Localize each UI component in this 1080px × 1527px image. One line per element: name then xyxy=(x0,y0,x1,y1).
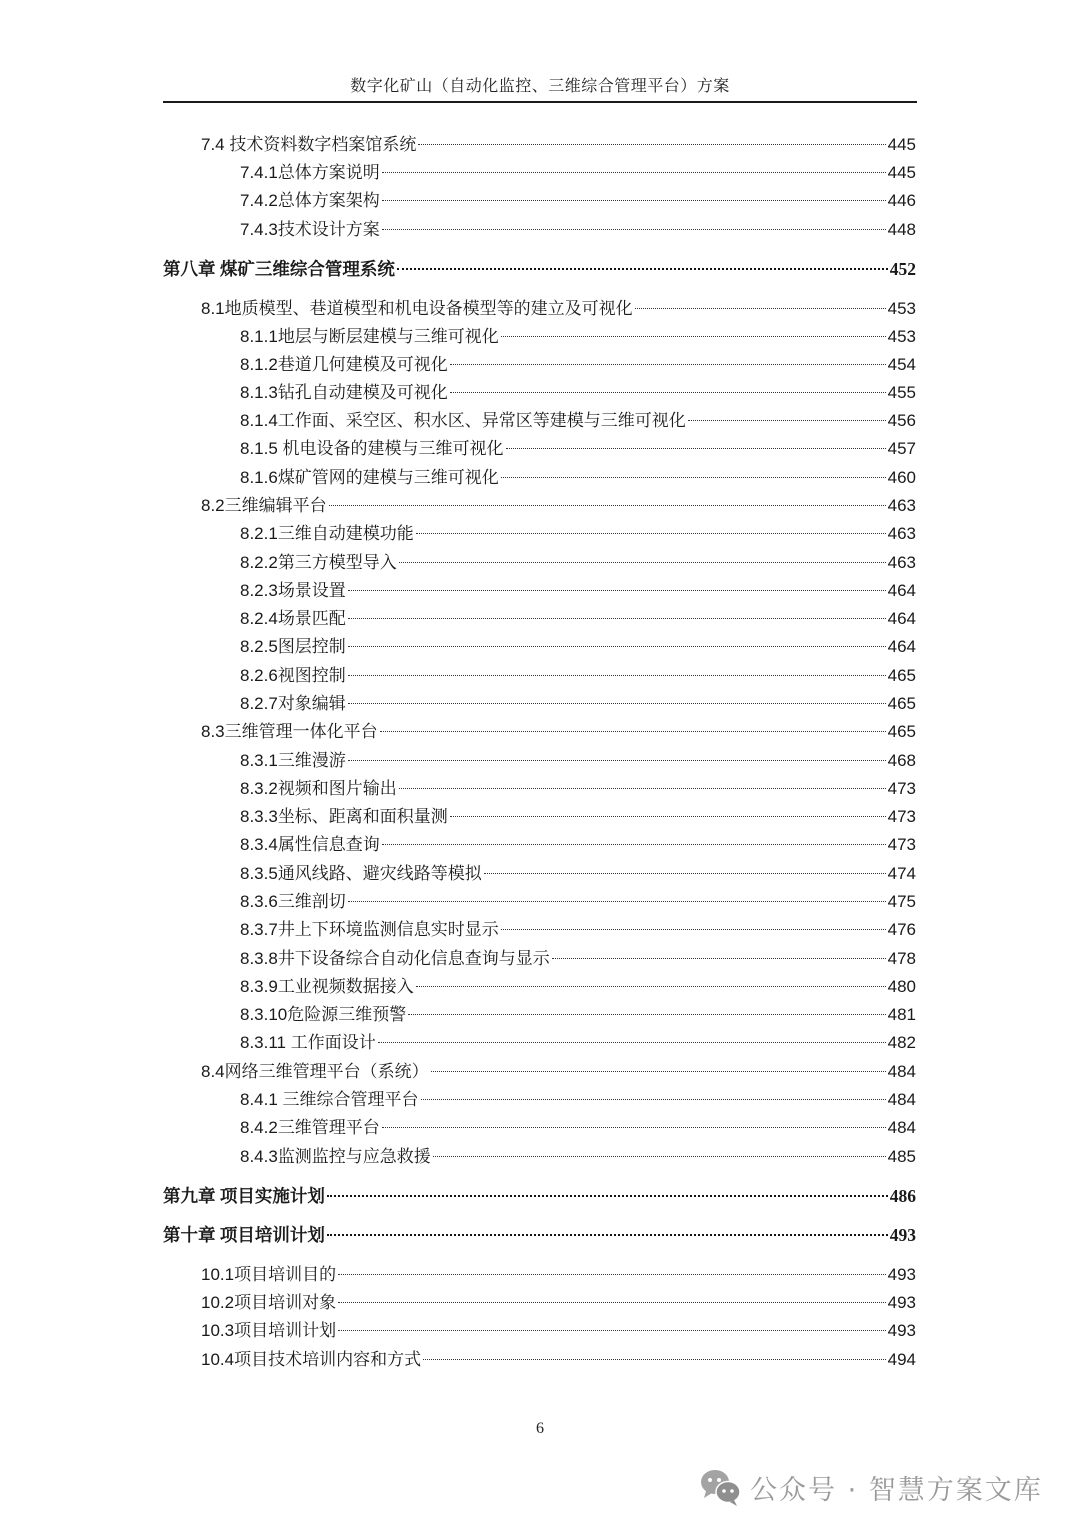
toc-entry-title: 三维管理一体化平台 xyxy=(224,722,378,741)
toc-entry-label xyxy=(240,217,380,243)
toc-entry-number: 8.3.3 xyxy=(240,807,278,826)
toc-entry-number: 10.1 xyxy=(201,1265,235,1284)
toc-entry-title: 项目培训对象 xyxy=(234,1293,337,1312)
toc-dot-leader xyxy=(329,505,886,506)
toc-entry-title: 工作面设计 xyxy=(286,1033,376,1052)
toc-dot-leader xyxy=(348,646,886,647)
toc-entry-number: 8.2.7 xyxy=(240,694,278,713)
toc-entry-title: 煤矿三维综合管理系统 xyxy=(219,259,395,279)
toc-dot-leader xyxy=(348,760,886,761)
toc-page-number: 456 xyxy=(887,411,916,430)
toc-entry-label xyxy=(240,1030,376,1056)
toc-page-number: 465 xyxy=(887,666,916,685)
toc-entry[interactable] xyxy=(240,974,916,1000)
toc-dot-leader xyxy=(635,308,886,309)
watermark xyxy=(700,1462,1043,1512)
toc-entry-title: 项目培训计划 xyxy=(234,1321,337,1340)
toc-entry[interactable] xyxy=(240,606,916,632)
toc-dot-leader xyxy=(506,448,886,449)
toc-entry-title: 图层控制 xyxy=(277,637,346,656)
toc-entry-title: 三维管理平台 xyxy=(277,1118,380,1137)
toc-chapter-entry[interactable] xyxy=(163,1183,916,1209)
toc-page-number: 464 xyxy=(887,609,916,628)
toc-entry-title: 项目技术培训内容和方式 xyxy=(234,1350,422,1369)
toc-dot-leader xyxy=(552,958,886,959)
toc-entry-label xyxy=(163,1183,325,1209)
toc-dot-leader xyxy=(450,816,886,817)
toc-entry[interactable] xyxy=(240,776,916,802)
toc-entry-label xyxy=(240,380,448,406)
toc-dot-leader xyxy=(688,420,886,421)
toc-dot-leader xyxy=(348,675,886,676)
toc-entry-number: 8.4.3 xyxy=(240,1147,278,1166)
toc-entry-number: 8.3.5 xyxy=(240,864,278,883)
toc-entry[interactable] xyxy=(240,832,916,858)
toc-entry-title: 属性信息查询 xyxy=(277,835,380,854)
toc-entry-number: 8.2 xyxy=(201,496,225,515)
toc-dot-leader xyxy=(382,229,886,230)
toc-dot-leader xyxy=(348,618,886,619)
toc-entry-title: 井下设备综合自动化信息查询与显示 xyxy=(277,949,550,968)
toc-entry-label xyxy=(240,634,346,660)
page-header-title: 数字化矿山（自动化监控、三维综合管理平台）方案 xyxy=(350,78,730,95)
toc-dot-leader xyxy=(378,1042,886,1043)
toc-entry[interactable] xyxy=(240,634,916,660)
toc-dot-leader xyxy=(423,1359,886,1360)
toc-entry-number: 8.3.6 xyxy=(240,892,278,911)
toc-entry-number: 7.4.1 xyxy=(240,163,278,182)
toc-page-number: 484 xyxy=(887,1062,916,1081)
toc-page-number: 474 xyxy=(887,864,916,883)
page-number: 6 xyxy=(536,1420,544,1437)
toc-entry-title: 巷道几何建模及可视化 xyxy=(277,355,448,374)
toc-entry-title: 三维编辑平台 xyxy=(224,496,327,515)
toc-page-number: 465 xyxy=(887,694,916,713)
toc-page-number: 464 xyxy=(887,637,916,656)
toc-entry-title: 视图控制 xyxy=(277,666,346,685)
toc-entry-title: 三维自动建模功能 xyxy=(277,524,414,543)
toc-page-number: 485 xyxy=(887,1147,916,1166)
toc-dot-leader xyxy=(501,929,886,930)
toc-dot-leader xyxy=(416,533,886,534)
toc-entry-number: 10.2 xyxy=(201,1293,235,1312)
toc-page-number: 480 xyxy=(887,977,916,996)
toc-entry[interactable] xyxy=(240,550,916,576)
toc-entry[interactable] xyxy=(201,1290,916,1316)
toc-page-number: 473 xyxy=(887,807,916,826)
watermark-text: 公众号 · 智慧方案文库 xyxy=(750,1474,1043,1506)
toc-page-number: 453 xyxy=(887,327,916,346)
toc-entry-label xyxy=(240,1087,419,1113)
toc-entry-label xyxy=(240,408,686,434)
toc-entry-label xyxy=(240,974,414,1000)
toc-entry-label xyxy=(240,1144,431,1170)
toc-page-number: 454 xyxy=(887,355,916,374)
toc-entry-number: 8.4.2 xyxy=(240,1118,278,1137)
toc-dot-leader xyxy=(501,477,886,478)
toc-entry-title: 项目培训计划 xyxy=(219,1225,325,1245)
toc-entry-label xyxy=(201,132,416,158)
toc-page-number: 460 xyxy=(887,468,916,487)
toc-entry-number: 8.4.1 xyxy=(240,1090,278,1109)
toc-entry[interactable] xyxy=(201,296,916,322)
toc-entry-title: 通风线路、避灾线路等模拟 xyxy=(277,864,482,883)
toc-entry-title: 地层与断层建模与三维可视化 xyxy=(277,327,499,346)
toc-entry-title: 三维剖切 xyxy=(277,892,346,911)
toc-dot-leader xyxy=(338,1274,886,1275)
toc-entry[interactable] xyxy=(240,436,916,462)
toc-entry-number: 第八章 xyxy=(163,259,216,279)
toc-entry-label xyxy=(240,691,346,717)
toc-entry-title: 网络三维管理平台（系统） xyxy=(224,1062,429,1081)
toc-page-number: 493 xyxy=(889,1225,916,1245)
toc-entry-label xyxy=(240,804,448,830)
toc-entry-label xyxy=(201,1347,421,1373)
toc-entry[interactable] xyxy=(240,1030,916,1056)
toc-entry-number: 8.2.5 xyxy=(240,637,278,656)
toc-entry-label xyxy=(240,1002,406,1028)
toc-entry[interactable] xyxy=(240,917,916,943)
toc-entry[interactable] xyxy=(240,1144,916,1170)
toc-page-number: 464 xyxy=(887,581,916,600)
toc-page-number: 493 xyxy=(887,1321,916,1340)
toc-entry-title: 工业视频数据接入 xyxy=(277,977,414,996)
toc-entry[interactable] xyxy=(201,1262,916,1288)
toc-entry[interactable] xyxy=(201,1318,916,1344)
toc-dot-leader xyxy=(399,562,886,563)
toc-page-number: 448 xyxy=(887,220,916,239)
toc-entry-number: 8.3.7 xyxy=(240,920,278,939)
toc-entry-number: 8.3.10 xyxy=(240,1005,288,1024)
toc-entry[interactable] xyxy=(240,352,916,378)
toc-entry-label xyxy=(240,550,397,576)
toc-entry-number: 8.2.1 xyxy=(240,524,278,543)
toc-page-number: 475 xyxy=(887,892,916,911)
toc-entry-number: 8.3.4 xyxy=(240,835,278,854)
toc-page-number: 463 xyxy=(887,553,916,572)
toc-entry-label xyxy=(163,1222,325,1248)
toc-entry-number: 8.2.6 xyxy=(240,666,278,685)
toc-chapter-entry[interactable] xyxy=(163,1222,916,1248)
toc-entry-label xyxy=(240,521,414,547)
toc-entry-title: 技术设计方案 xyxy=(277,220,380,239)
toc-entry-title: 坐标、距离和面积量测 xyxy=(277,807,448,826)
toc-entry-label xyxy=(240,776,397,802)
toc-entry-number: 10.3 xyxy=(201,1321,235,1340)
header-divider xyxy=(163,101,917,103)
toc-page-number: 473 xyxy=(887,835,916,854)
toc-dot-leader xyxy=(348,590,886,591)
toc-page-number: 486 xyxy=(889,1186,916,1206)
toc-dot-leader xyxy=(380,731,886,732)
toc-page-number: 446 xyxy=(887,191,916,210)
toc-entry[interactable] xyxy=(240,861,916,887)
toc-entry-number: 7.4.3 xyxy=(240,220,278,239)
toc-entry-number: 8.1 xyxy=(201,299,225,318)
toc-page-number: 468 xyxy=(887,751,916,770)
toc-entry[interactable] xyxy=(240,1087,916,1113)
toc-entry-label xyxy=(240,465,499,491)
toc-entry-label xyxy=(240,889,346,915)
toc-entry-number: 8.1.1 xyxy=(240,327,278,346)
toc-entry-label xyxy=(240,1115,380,1141)
toc-entry[interactable] xyxy=(240,521,916,547)
toc-entry-label xyxy=(240,663,346,689)
toc-entry-label xyxy=(201,719,378,745)
toc-page-number: 455 xyxy=(887,383,916,402)
toc-entry-title: 三维综合管理平台 xyxy=(277,1090,419,1109)
toc-dot-leader xyxy=(484,873,886,874)
toc-entry-number: 8.1.4 xyxy=(240,411,278,430)
toc-entry-title: 项目实施计划 xyxy=(219,1186,325,1206)
toc-dot-leader xyxy=(382,844,886,845)
toc-entry-number: 8.2.4 xyxy=(240,609,278,628)
toc-dot-leader xyxy=(382,172,886,173)
toc-entry-label xyxy=(201,1059,429,1085)
toc-dot-leader xyxy=(397,268,888,270)
toc-page-number: 493 xyxy=(887,1293,916,1312)
toc-page-number: 457 xyxy=(887,439,916,458)
toc-entry[interactable] xyxy=(240,663,916,689)
toc-entry[interactable] xyxy=(240,380,916,406)
toc-page-number: 445 xyxy=(887,135,916,154)
toc-page-number: 452 xyxy=(889,259,916,279)
toc-dot-leader xyxy=(431,1071,886,1072)
toc-entry-label xyxy=(240,352,448,378)
toc-dot-leader xyxy=(348,901,886,902)
toc-entry-title: 对象编辑 xyxy=(277,694,346,713)
toc-dot-leader xyxy=(399,788,886,789)
toc-entry[interactable] xyxy=(240,946,916,972)
toc-page-number: 494 xyxy=(887,1350,916,1369)
toc-entry[interactable] xyxy=(201,1059,916,1085)
toc-entry-number: 8.3 xyxy=(201,722,225,741)
toc-entry-number: 8.4 xyxy=(201,1062,225,1081)
toc-entry-label xyxy=(240,606,346,632)
toc-entry-title: 场景设置 xyxy=(277,581,346,600)
toc-entry-title: 危险源三维预警 xyxy=(287,1005,407,1024)
toc-page-number: 463 xyxy=(887,496,916,515)
toc-dot-leader xyxy=(327,1234,888,1236)
toc-page-number: 484 xyxy=(887,1090,916,1109)
toc-entry[interactable] xyxy=(201,719,916,745)
toc-entry-label xyxy=(201,1262,336,1288)
toc-entry[interactable] xyxy=(201,132,916,158)
toc-entry-title: 井上下环境监测信息实时显示 xyxy=(277,920,499,939)
toc-entry-label xyxy=(240,748,346,774)
toc-dot-leader xyxy=(327,1195,888,1197)
toc-dot-leader xyxy=(501,336,886,337)
toc-entry-number: 8.1.3 xyxy=(240,383,278,402)
toc-entry-number: 8.2.3 xyxy=(240,581,278,600)
toc-entry-title: 第三方模型导入 xyxy=(277,553,397,572)
toc-entry[interactable] xyxy=(240,324,916,350)
toc-entry-number: 8.3.11 xyxy=(240,1033,287,1052)
toc-entry-label xyxy=(240,324,499,350)
toc-entry-number: 8.3.2 xyxy=(240,779,278,798)
toc-entry-number: 7.4 xyxy=(201,135,225,154)
toc-entry-label xyxy=(240,188,380,214)
toc-page-number: 476 xyxy=(887,920,916,939)
toc-page-number: 465 xyxy=(887,722,916,741)
toc-entry-number: 10.4 xyxy=(201,1350,235,1369)
toc-chapter-entry[interactable] xyxy=(163,256,916,282)
toc-entry-title: 钻孔自动建模及可视化 xyxy=(277,383,448,402)
toc-entry-number: 8.3.1 xyxy=(240,751,278,770)
toc-entry-label xyxy=(240,832,380,858)
toc-entry-label xyxy=(240,436,504,462)
toc-entry-label xyxy=(240,946,550,972)
toc-dot-leader xyxy=(408,1014,885,1015)
toc-dot-leader xyxy=(418,144,885,145)
toc-entry-title: 煤矿管网的建模与三维可视化 xyxy=(277,468,499,487)
toc-entry[interactable] xyxy=(240,160,916,186)
toc-entry-number: 8.3.9 xyxy=(240,977,278,996)
toc-entry[interactable] xyxy=(240,804,916,830)
toc-entry-title: 场景匹配 xyxy=(277,609,346,628)
toc-entry-number: 8.3.8 xyxy=(240,949,278,968)
toc-page-number: 453 xyxy=(887,299,916,318)
toc-page-number: 463 xyxy=(887,524,916,543)
toc-entry-title: 技术资料数字档案馆系统 xyxy=(229,135,417,154)
toc-entry-label xyxy=(240,160,380,186)
toc-page-number: 484 xyxy=(887,1118,916,1137)
toc-entry[interactable] xyxy=(201,1347,916,1373)
toc-entry[interactable] xyxy=(240,465,916,491)
toc-entry-title: 三维漫游 xyxy=(277,751,346,770)
toc-entry-title: 机电设备的建模与三维可视化 xyxy=(277,439,504,458)
toc-entry-title: 视频和图片输出 xyxy=(277,779,397,798)
toc-entry-number: 第十章 xyxy=(163,1225,216,1245)
toc-dot-leader xyxy=(338,1302,886,1303)
toc-entry-number: 8.2.2 xyxy=(240,553,278,572)
toc-entry[interactable] xyxy=(240,1002,916,1028)
toc-page-number: 493 xyxy=(887,1265,916,1284)
toc-entry[interactable] xyxy=(240,217,916,243)
toc-page-number: 482 xyxy=(887,1033,916,1052)
toc-entry-title: 工作面、采空区、积水区、异常区等建模与三维可视化 xyxy=(277,411,686,430)
toc-entry-label xyxy=(163,256,395,282)
toc-dot-leader xyxy=(416,986,886,987)
toc-entry-label xyxy=(201,296,633,322)
toc-entry-label xyxy=(201,1318,336,1344)
toc-entry-number: 8.1.5 xyxy=(240,439,278,458)
toc-dot-leader xyxy=(382,1127,886,1128)
toc-dot-leader xyxy=(338,1330,886,1331)
toc-entry-title: 监测监控与应急救援 xyxy=(277,1147,431,1166)
toc-entry-title: 总体方案架构 xyxy=(277,191,380,210)
toc-entry-number: 7.4.2 xyxy=(240,191,278,210)
toc-entry[interactable] xyxy=(240,1115,916,1141)
toc-entry-title: 总体方案说明 xyxy=(277,163,380,182)
toc-page-number: 481 xyxy=(887,1005,916,1024)
toc-dot-leader xyxy=(433,1156,886,1157)
toc-entry-number: 第九章 xyxy=(163,1186,216,1206)
toc-entry[interactable] xyxy=(240,188,916,214)
toc-entry-label xyxy=(240,578,346,604)
toc-dot-leader xyxy=(450,364,886,365)
toc-entry-label xyxy=(240,861,482,887)
toc-entry[interactable] xyxy=(240,889,916,915)
toc-page-number: 473 xyxy=(887,779,916,798)
toc-entry[interactable] xyxy=(240,748,916,774)
toc-entry-label xyxy=(201,1290,336,1316)
toc-entry-title: 项目培训目的 xyxy=(234,1265,337,1284)
toc-entry[interactable] xyxy=(201,493,916,519)
toc-entry-label xyxy=(201,493,327,519)
toc-entry[interactable] xyxy=(240,408,916,434)
toc-dot-leader xyxy=(348,703,886,704)
toc-entry-number: 8.1.2 xyxy=(240,355,278,374)
toc-entry-number: 8.1.6 xyxy=(240,468,278,487)
toc-dot-leader xyxy=(450,392,886,393)
toc-dot-leader xyxy=(421,1099,886,1100)
toc-page-number: 445 xyxy=(887,163,916,182)
toc-dot-leader xyxy=(382,200,886,201)
wechat-icon xyxy=(700,1467,742,1507)
toc-page-number: 478 xyxy=(887,949,916,968)
toc-entry[interactable] xyxy=(240,691,916,717)
toc-entry-label xyxy=(240,917,499,943)
toc-entry-title: 地质模型、巷道模型和机电设备模型等的建立及可视化 xyxy=(224,299,633,318)
toc-entry[interactable] xyxy=(240,578,916,604)
